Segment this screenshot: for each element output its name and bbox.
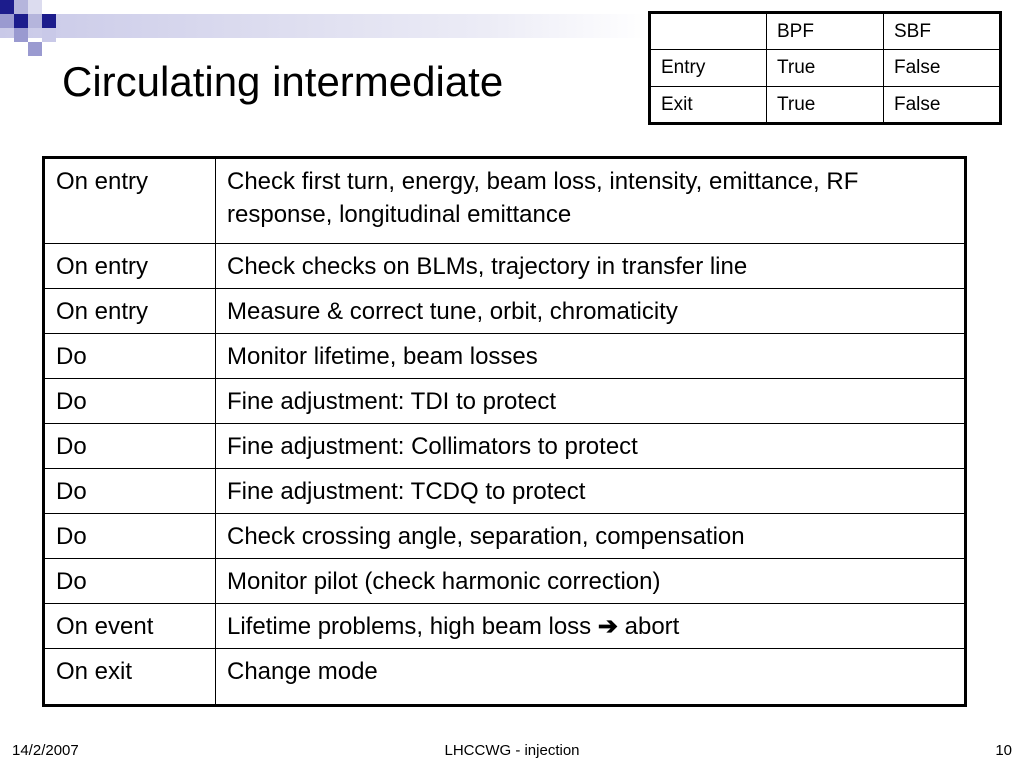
right-arrow-icon: ➔ xyxy=(597,613,618,640)
sbf-value: False xyxy=(884,87,1001,124)
when-cell: Do xyxy=(44,559,216,604)
header-cell: BPF xyxy=(767,13,884,50)
state-table-header xyxy=(650,13,1001,50)
state-table-row xyxy=(650,87,1001,124)
row-label: Entry xyxy=(650,50,767,87)
action-cell: Fine adjustment: TCDQ to protect xyxy=(216,469,966,514)
header-cell: SBF xyxy=(884,13,1001,50)
action-cell xyxy=(216,604,966,649)
deco-square xyxy=(14,0,28,14)
when-cell: On entry xyxy=(44,158,216,244)
deco-square xyxy=(28,0,42,14)
deco-square xyxy=(0,14,14,28)
when-cell: Do xyxy=(44,469,216,514)
table-row xyxy=(44,559,966,604)
table-row xyxy=(44,244,966,289)
action-cell: Check checks on BLMs, trajectory in transfer line xyxy=(216,244,966,289)
table-row xyxy=(44,469,966,514)
table-row xyxy=(44,514,966,559)
when-cell: On event xyxy=(44,604,216,649)
sbf-value: False xyxy=(884,50,1001,87)
deco-square xyxy=(14,14,28,28)
action-cell: Fine adjustment: Collimators to protect xyxy=(216,424,966,469)
action-text: Lifetime problems, high beam loss xyxy=(227,613,592,640)
header-cell xyxy=(650,13,767,50)
state-table xyxy=(648,11,1002,125)
deco-square xyxy=(28,42,42,56)
deco-square xyxy=(28,14,42,28)
table-row xyxy=(44,649,966,706)
title-gradient-bar xyxy=(0,14,648,38)
action-cell: Monitor lifetime, beam losses xyxy=(216,334,966,379)
footer-date: 14/2/2007 xyxy=(12,742,79,759)
slide-title: Circulating intermediate xyxy=(62,58,504,105)
table-row xyxy=(44,379,966,424)
deco-square xyxy=(42,14,56,28)
when-cell: Do xyxy=(44,334,216,379)
action-cell: Measure & correct tune, orbit, chromaticity xyxy=(216,289,966,334)
when-cell: On entry xyxy=(44,244,216,289)
bpf-value: True xyxy=(767,50,884,87)
table-row xyxy=(44,289,966,334)
table-row xyxy=(44,158,966,244)
actions-table xyxy=(42,156,967,707)
row-label: Exit xyxy=(650,87,767,124)
deco-square xyxy=(42,28,56,42)
action-cell: Check first turn, energy, beam loss, intensity, emittance, RF response, longitudinal emittance xyxy=(216,158,966,244)
footer-title: LHCCWG - injection xyxy=(444,742,580,759)
action-text: abort xyxy=(624,613,680,640)
table-row xyxy=(44,424,966,469)
when-cell: Do xyxy=(44,379,216,424)
when-cell: Do xyxy=(44,424,216,469)
page-number: 10 xyxy=(995,742,1012,759)
action-cell: Check crossing angle, separation, compensation xyxy=(216,514,966,559)
state-table-row xyxy=(650,50,1001,87)
deco-square xyxy=(14,28,28,42)
deco-square xyxy=(0,0,14,14)
bpf-value: True xyxy=(767,87,884,124)
when-cell: On entry xyxy=(44,289,216,334)
table-row xyxy=(44,604,966,649)
table-row xyxy=(44,334,966,379)
when-cell: Do xyxy=(44,514,216,559)
when-cell: On exit xyxy=(44,649,216,706)
action-cell: Monitor pilot (check harmonic correction) xyxy=(216,559,966,604)
action-cell: Fine adjustment: TDI to protect xyxy=(216,379,966,424)
action-cell: Change mode xyxy=(216,649,966,706)
